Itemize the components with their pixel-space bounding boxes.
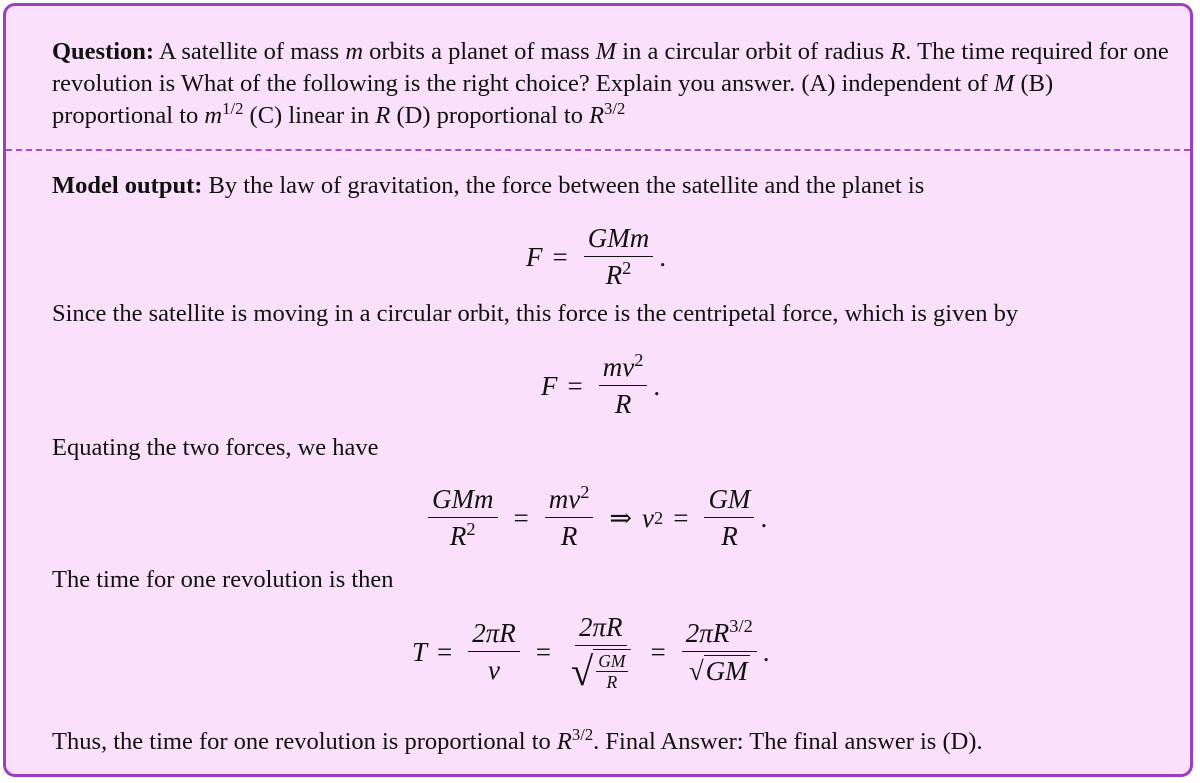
output-text: Equating the two forces, we have bbox=[52, 434, 379, 461]
denominator: GM bbox=[705, 655, 748, 686]
equation-gravity bbox=[526, 223, 666, 291]
equals-sign: = bbox=[552, 241, 568, 272]
output-text: Since the satellite is moving in a circular orbit, this force is the centripetal force, which is given by bbox=[52, 300, 1019, 327]
output-line-4 bbox=[52, 566, 394, 594]
question-label: Question: bbox=[52, 38, 155, 65]
math-symbol: F bbox=[526, 241, 543, 272]
denominator: R bbox=[614, 389, 632, 420]
denominator: R bbox=[449, 521, 467, 552]
var-M: M bbox=[595, 38, 617, 65]
question-text: (D) proportional to bbox=[396, 102, 583, 129]
output-text: The time for one revolution is then bbox=[52, 566, 394, 593]
var-R: R bbox=[890, 38, 906, 65]
denominator: R bbox=[605, 260, 623, 291]
equation-period bbox=[412, 612, 770, 693]
numerator: GM bbox=[708, 484, 751, 514]
var-M: M bbox=[993, 70, 1015, 97]
denominator: R bbox=[606, 672, 618, 693]
qa-card bbox=[3, 3, 1193, 777]
var-R: R bbox=[375, 102, 391, 129]
exponent: 1/2 bbox=[222, 98, 244, 118]
exponent: 3/2 bbox=[729, 615, 753, 636]
exponent: 3/2 bbox=[571, 724, 594, 744]
numerator: 2πR bbox=[579, 612, 623, 642]
fraction bbox=[567, 612, 635, 693]
numerator: GMm bbox=[432, 484, 494, 514]
exponent: 2 bbox=[634, 349, 644, 370]
implies-arrow: ⇒ bbox=[609, 502, 633, 533]
output-text: . Final Answer: The final answer is (D). bbox=[593, 728, 983, 755]
var-m: m bbox=[204, 102, 223, 129]
question-text: . The time required for one revolution is What of the following is the right choice? Explain you answer. (A) independent of bbox=[52, 38, 1169, 97]
equals-sign: = bbox=[535, 636, 552, 667]
period: . bbox=[659, 241, 666, 272]
numerator: mv bbox=[548, 484, 581, 514]
square-root: √ GM bbox=[688, 655, 748, 686]
fraction bbox=[545, 481, 594, 552]
fraction bbox=[468, 618, 520, 686]
equals-sign: = bbox=[437, 636, 453, 667]
question-text: (B) proportional to bbox=[52, 70, 1054, 129]
equals-sign: = bbox=[673, 502, 689, 533]
output-line-3 bbox=[52, 434, 379, 462]
question-text: in a circular orbit of radius bbox=[622, 38, 885, 65]
question-block bbox=[52, 36, 1172, 132]
equals-sign: = bbox=[567, 370, 583, 401]
var-m: m bbox=[345, 38, 364, 65]
exponent: 2 bbox=[466, 518, 476, 539]
output-line-2 bbox=[52, 300, 1018, 328]
output-final-line bbox=[52, 724, 983, 756]
period: . bbox=[760, 502, 768, 533]
math-symbol: T bbox=[412, 636, 428, 667]
equals-sign: = bbox=[513, 502, 529, 533]
denominator: R bbox=[721, 521, 738, 552]
fraction bbox=[584, 223, 654, 291]
fraction bbox=[682, 615, 757, 687]
question-text: (C) linear in bbox=[249, 102, 370, 129]
numerator: 2π bbox=[685, 617, 713, 648]
period: . bbox=[762, 636, 770, 667]
output-line-1 bbox=[52, 172, 924, 200]
fraction bbox=[428, 484, 498, 552]
fraction bbox=[599, 349, 648, 420]
dashed-separator bbox=[6, 149, 1190, 151]
numerator: GMm bbox=[587, 223, 650, 253]
exponent: 2 bbox=[580, 481, 590, 502]
equals-sign: = bbox=[650, 636, 666, 667]
output-text: By the law of gravitation, the force between the satellite and the planet is bbox=[208, 172, 925, 199]
exponent: 3/2 bbox=[604, 98, 626, 118]
question-text: orbits a planet of mass bbox=[369, 38, 590, 65]
numerator: mv bbox=[602, 352, 635, 382]
period: . bbox=[653, 370, 661, 401]
output-text: Thus, the time for one revolution is proportional to bbox=[52, 728, 551, 755]
model-output-label: Model output: bbox=[52, 172, 203, 199]
equation-centripetal bbox=[541, 349, 661, 420]
question-text: A satellite of mass bbox=[158, 38, 340, 65]
var-R: R bbox=[589, 102, 605, 129]
numerator: R bbox=[712, 617, 730, 648]
math-symbol: v bbox=[642, 502, 655, 533]
fraction bbox=[704, 484, 754, 552]
numerator: GM bbox=[598, 651, 626, 672]
square-root: √ $\frac{GM}{R}$ bbox=[571, 649, 631, 693]
equation-equate: $\frac{\text{GMm}}{R^2}$ = $\frac{mv^2}{R}$ ⇒ v 2 = $\frac{GM}{R}$ . bbox=[422, 484, 767, 552]
denominator: v bbox=[488, 655, 501, 686]
exponent: 2 bbox=[622, 257, 632, 278]
numerator: 2πR bbox=[472, 618, 516, 649]
fraction bbox=[596, 652, 627, 693]
denominator: R bbox=[560, 521, 578, 552]
var-R: R bbox=[556, 728, 572, 755]
math-symbol: F bbox=[541, 370, 558, 401]
